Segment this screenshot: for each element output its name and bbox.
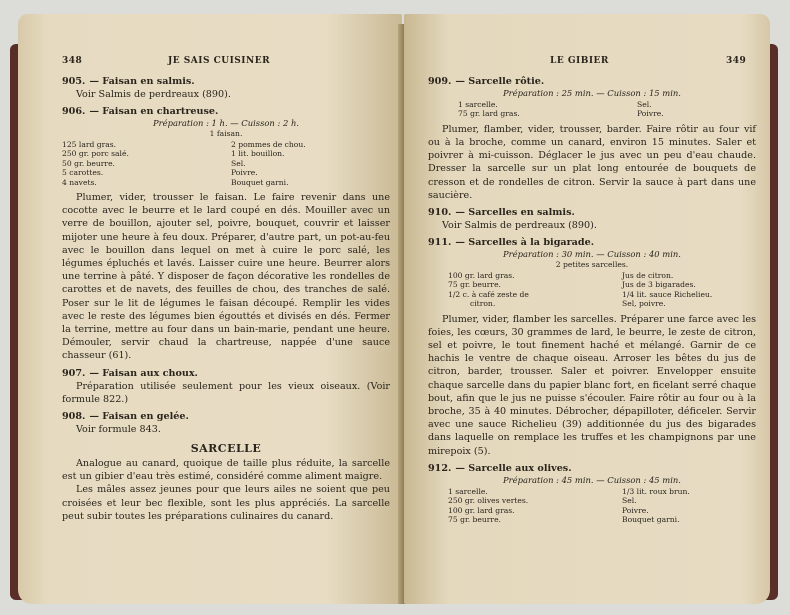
right-page-number: 349 bbox=[726, 56, 747, 66]
recipe-910-heading bbox=[428, 207, 756, 218]
ingredients-col-2 bbox=[582, 487, 756, 525]
left-page-number: 348 bbox=[62, 56, 83, 66]
recipe-906-text: Plumer, vider, trousser le faisan. Le faire revenir dans une cocotte avec le beurre et le lard coupé en dés. Mouiller avec un verre de bouillon, ajouter sel, poivre, bouquet, couvrir et laisser mijoter une heure à feu doux. Préparer, d'autre part, un pot-au-feu avec le bouillon dans lequel on met à cuire le porc salé, les légumes épluchés et lavés. Laisser cuire une heure. Beurrer alors une terrine à pâté. Y disposer de façon décorative les rondelles de carottes et de navets, des feuilles de chou, des tranches de salé. Poser sur le lit de légumes le faisan découpé. Remplir les vides avec le reste des légumes bien égouttés et divisés en dés. Fermer la terrine, mettre au four dans un bain-marie, pendant une heure. Démouler, servir chaud la chartreuse, nappée d'une sauce chasseur (61). bbox=[62, 192, 390, 362]
ingredient: 1 lit. bouillon. bbox=[231, 149, 285, 159]
recipe-title: — Faisan aux choux. bbox=[89, 367, 198, 379]
ingredient: 1/4 lit. sauce Richelieu. bbox=[622, 289, 713, 299]
recipe-912-heading bbox=[428, 463, 756, 474]
recipe-905-heading bbox=[62, 76, 390, 87]
ingredient: 4 navets. bbox=[62, 177, 97, 187]
recipe-912-prep: Préparation : 45 min. — Cuisson : 45 min. bbox=[503, 474, 681, 485]
ingredient: Sel. bbox=[637, 100, 652, 109]
ingredients-col-2 bbox=[577, 100, 756, 119]
section-title: SARCELLE bbox=[190, 442, 262, 456]
recipe-title: — Sarcelles en salmis. bbox=[455, 207, 575, 219]
recipe-number: 909. bbox=[428, 76, 452, 87]
recipe-912-ingredients bbox=[428, 487, 756, 525]
recipe-906-heading bbox=[62, 106, 390, 117]
recipe-number: 905. bbox=[62, 76, 86, 87]
recipe-title: — Sarcelle aux olives. bbox=[455, 462, 572, 474]
recipe-911-heading bbox=[428, 237, 756, 248]
ingredient: Poivre. bbox=[231, 168, 258, 178]
recipe-908-text: Voir formule 843. bbox=[76, 424, 161, 436]
recipe-906-ingredients bbox=[62, 140, 390, 187]
ingredient: Sel. bbox=[231, 158, 246, 168]
recipe-909-text: Plumer, flamber, vider, trousser, barder. Faire rôtir au four vif ou à la broche, comme un canard, environ 15 minutes. Saler et poivrer à mi-cuisson. Déglacer le jus avec un peu d'eau chaude. Dresser la sarcelle sur un plat long entourée de bouquets de cresson et de rondelles de citron. Servir la sauce à part dans une saucière. bbox=[428, 123, 756, 201]
ingredients-col-2 bbox=[221, 140, 390, 187]
recipe-909-ingredients bbox=[428, 100, 756, 119]
section-paragraph-2: Les mâles assez jeunes pour que leurs ailes ne soient que peu croisées et leur bec flexible, sont les plus appréciés. La sarcelle peut subir toutes les préparations culinaires du canard. bbox=[62, 484, 390, 522]
ingredient: 1 sarcelle. bbox=[458, 100, 498, 109]
recipe-number: 912. bbox=[428, 462, 452, 474]
recipe-number: 911. bbox=[428, 237, 452, 249]
ingredient: 100 gr. lard gras. bbox=[448, 271, 515, 281]
recipe-909-heading bbox=[428, 76, 756, 87]
recipe-911-ingredients bbox=[428, 271, 756, 309]
recipe-906-center-ingredient: 1 faisan. bbox=[209, 129, 243, 138]
ingredient: Sel. bbox=[622, 496, 637, 506]
recipe-number: 906. bbox=[62, 106, 86, 117]
ingredient: citron. bbox=[470, 299, 496, 309]
ingredient: Jus de citron. bbox=[622, 271, 674, 281]
ingredient: Bouquet garni. bbox=[622, 515, 680, 525]
recipe-title: — Sarcelle rôtie. bbox=[455, 76, 545, 87]
recipe-908-heading bbox=[62, 411, 390, 422]
recipe-907-heading bbox=[62, 368, 390, 379]
recipe-911-text: Plumer, vider, flamber les sarcelles. Préparer une farce avec les foies, les cœurs, 30 grammes de lard, le beurre, le zeste de citron, sel et poivre, le tout finement haché et mélangé. Garnir de ce hachis le ventre de chaque oiseau. Arroser les bêtes du jus de citron, barder, trousser. Saler et poivrer. Envelopper ensuite chaque sarcelle dans du papier blanc fort, en ficelant serré chaque bout, afin que le jus ne puisse s'écouler. Faire rôtir au four ou à la broche, 35 à 40 minutes. Débrocher, dépapilloter, déficeler. Servir avec une sauce Richelieu (39) additionnée du jus des bigarades dans laquelle on remplace les truffes et les champignons par une mirepoix (5). bbox=[428, 313, 756, 457]
recipe-911-center-ingredient: 2 petites sarcelles. bbox=[555, 260, 629, 270]
recipe-909-prep: Préparation : 25 min. — Cuisson : 15 min. bbox=[503, 88, 681, 98]
ingredient: Poivre. bbox=[622, 505, 649, 515]
ingredient: 5 carottes. bbox=[62, 168, 104, 178]
ingredients-col-1 bbox=[428, 100, 577, 119]
recipe-title: — Sarcelles à la bigarade. bbox=[455, 237, 595, 249]
ingredient: 250 gr. porc salé. bbox=[62, 149, 129, 159]
right-running-head: LE GIBIER bbox=[550, 56, 609, 66]
ingredients-col-1 bbox=[62, 140, 221, 187]
left-running-head: JE SAIS CUISINER bbox=[168, 56, 271, 66]
ingredient: Jus de 3 bigarades. bbox=[622, 280, 696, 290]
ingredient: Poivre. bbox=[637, 109, 664, 119]
recipe-title: — Faisan en salmis. bbox=[89, 76, 195, 87]
ingredient: 75 gr. beurre. bbox=[448, 280, 501, 290]
recipe-number: 910. bbox=[428, 207, 452, 219]
ingredient: Bouquet garni. bbox=[231, 177, 289, 187]
right-page bbox=[404, 14, 770, 604]
section-paragraph-1: Analogue au canard, quoique de taille plus réduite, la sarcelle est un gibier d'eau très estimé, considéré comme aliment maigre. bbox=[62, 458, 390, 483]
open-book bbox=[10, 14, 780, 606]
ingredients-col-1 bbox=[428, 487, 582, 525]
recipe-910-text: Voir Salmis de perdreaux (890). bbox=[442, 220, 597, 232]
recipe-911-prep: Préparation : 30 min. — Cuisson : 40 min. bbox=[503, 249, 681, 260]
recipe-number: 907. bbox=[62, 367, 86, 379]
recipe-title: — Faisan en chartreuse. bbox=[89, 106, 219, 117]
ingredients-col-2 bbox=[582, 271, 756, 309]
ingredient: 75 gr. lard gras. bbox=[458, 109, 520, 119]
ingredient: 1/3 lit. roux brun. bbox=[622, 486, 690, 496]
recipe-907-text: Préparation utilisée seulement pour les vieux oiseaux. (Voir formule 822.) bbox=[62, 380, 390, 405]
ingredient: Sel, poivre. bbox=[622, 299, 666, 309]
ingredient: 75 gr. beurre. bbox=[448, 515, 501, 525]
ingredient: 1 sarcelle. bbox=[448, 486, 488, 496]
ingredient: 50 gr. beurre. bbox=[62, 158, 115, 168]
ingredient: 2 pommes de chou. bbox=[231, 140, 306, 149]
recipe-905-text: Voir Salmis de perdreaux (890). bbox=[76, 89, 231, 100]
left-page bbox=[18, 14, 402, 604]
recipe-title: — Faisan en gelée. bbox=[89, 411, 189, 423]
ingredient: 1/2 c. à café zeste de bbox=[448, 289, 529, 299]
ingredient: 100 gr. lard gras. bbox=[448, 505, 515, 515]
recipe-number: 908. bbox=[62, 411, 86, 423]
ingredients-col-1 bbox=[428, 271, 582, 309]
ingredient: 125 lard gras. bbox=[62, 140, 117, 149]
recipe-906-prep: Préparation : 1 h. — Cuisson : 2 h. bbox=[152, 118, 300, 128]
ingredient: 250 gr. olives vertes. bbox=[448, 496, 529, 506]
